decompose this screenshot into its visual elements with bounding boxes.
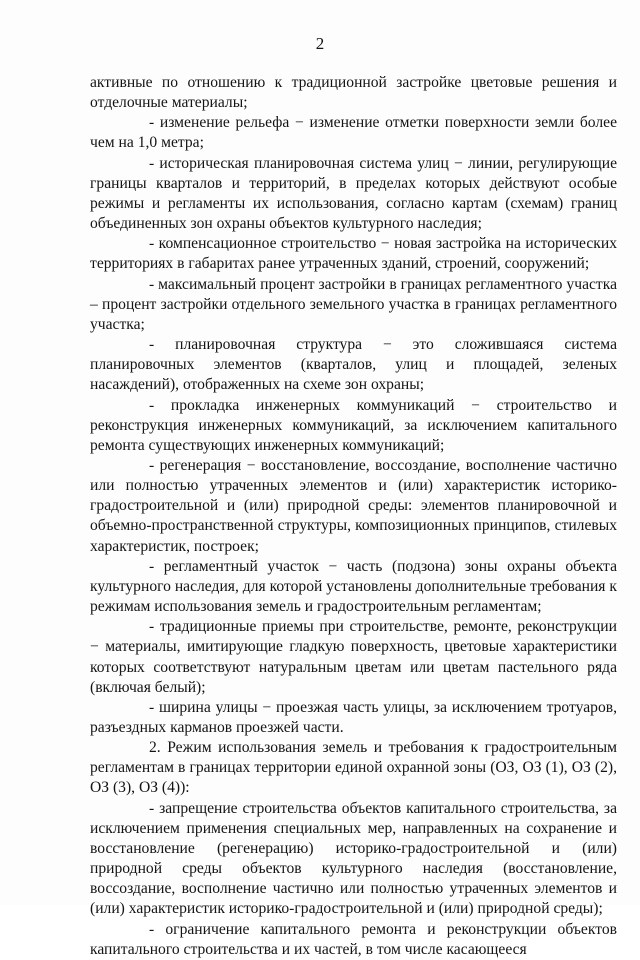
definition-street-width: - ширина улицы − проезжая часть улицы, за исключением тротуаров, разъездных карманов проезжей части. (90, 698, 617, 736)
definition-relief-change: - изменение рельефа − изменение отметки поверхности земли более чем на 1,0 метра; (90, 114, 617, 152)
rule-repair-restriction: - ограничение капитального ремонта и реконструкции объектов капитального строительства и их частей, в том числе касающееся (90, 920, 617, 958)
paragraph-continuation: активные по отношению к традиционной застройке цветовые решения и отделочные материалы; (90, 74, 617, 112)
definition-regeneration: - регенерация − восстановление, воссоздание, восполнение частично или полностью утраченных элементов и (или) характеристик историко-градостроительной и (или) природной среды: элементов планировочной и объемно-пространственной структуры, композиционных принципов, стилевых характеристик, построек; (90, 456, 617, 555)
page-number: 2 (315, 34, 325, 53)
definition-compensatory-construction: - компенсационное строительство − новая застройка на исторических территориях в габаритах ранее утраченных зданий, строений, сооружений; (90, 235, 617, 273)
definition-historic-street-system: - историческая планировочная система улиц − линии, регулирующие границы кварталов и территорий, в пределах которых действуют особые режимы и регламенты их использования, согласно картам (схемам) границ объединенных зон охраны объектов культурного наследия; (90, 154, 617, 233)
definition-regulated-plot: - регламентный участок − часть (подзона) зоны охраны объекта культурного наследия, для которой установлены дополнительные требования к режимам использования земель и градостроительным регламентам; (90, 557, 617, 616)
definition-max-building-percent: - максимальный процент застройки в границах регламентного участка – процент застройки отдельного земельного участка в границах регламентного участка; (90, 275, 617, 333)
definition-utility-laying: - прокладка инженерных коммуникаций − строительство и реконструкция инженерных коммуникаций, за исключением капитального ремонта существующих инженерных коммуникаций; (90, 396, 617, 454)
section-2-heading: 2. Режим использования земель и требования к градостроительным регламентам в границах территории единой охранной зоны (ОЗ, ОЗ (1), ОЗ (2), ОЗ (3), ОЗ (4)): (90, 739, 617, 797)
definition-planning-structure: - планировочная структура − это сложившаяся система планировочных элементов (кварталов, улиц и площадей, зеленых насаждений), отображенных на схеме зон охраны; (90, 336, 617, 394)
document-body (90, 73, 617, 960)
definition-traditional-methods: - традиционные приемы при строительстве, ремонте, реконструкции − материалы, имитирующие гладкую поверхность, цветовые характеристики которых соответствуют натуральным цветам или цветам пастельного ряда (включая белый); (90, 618, 617, 696)
rule-construction-ban: - запрещение строительства объектов капитального строительства, за исключением применения специальных мер, направленных на сохранение и восстановление (регенерацию) историко-градостроительной и (или) природной среды объектов культурного наследия (восстановление, воссоздание, восполнение частично или полностью утраченных элементов и (или) характеристик историко-градостроительной и (или) природной среды); (90, 799, 617, 918)
